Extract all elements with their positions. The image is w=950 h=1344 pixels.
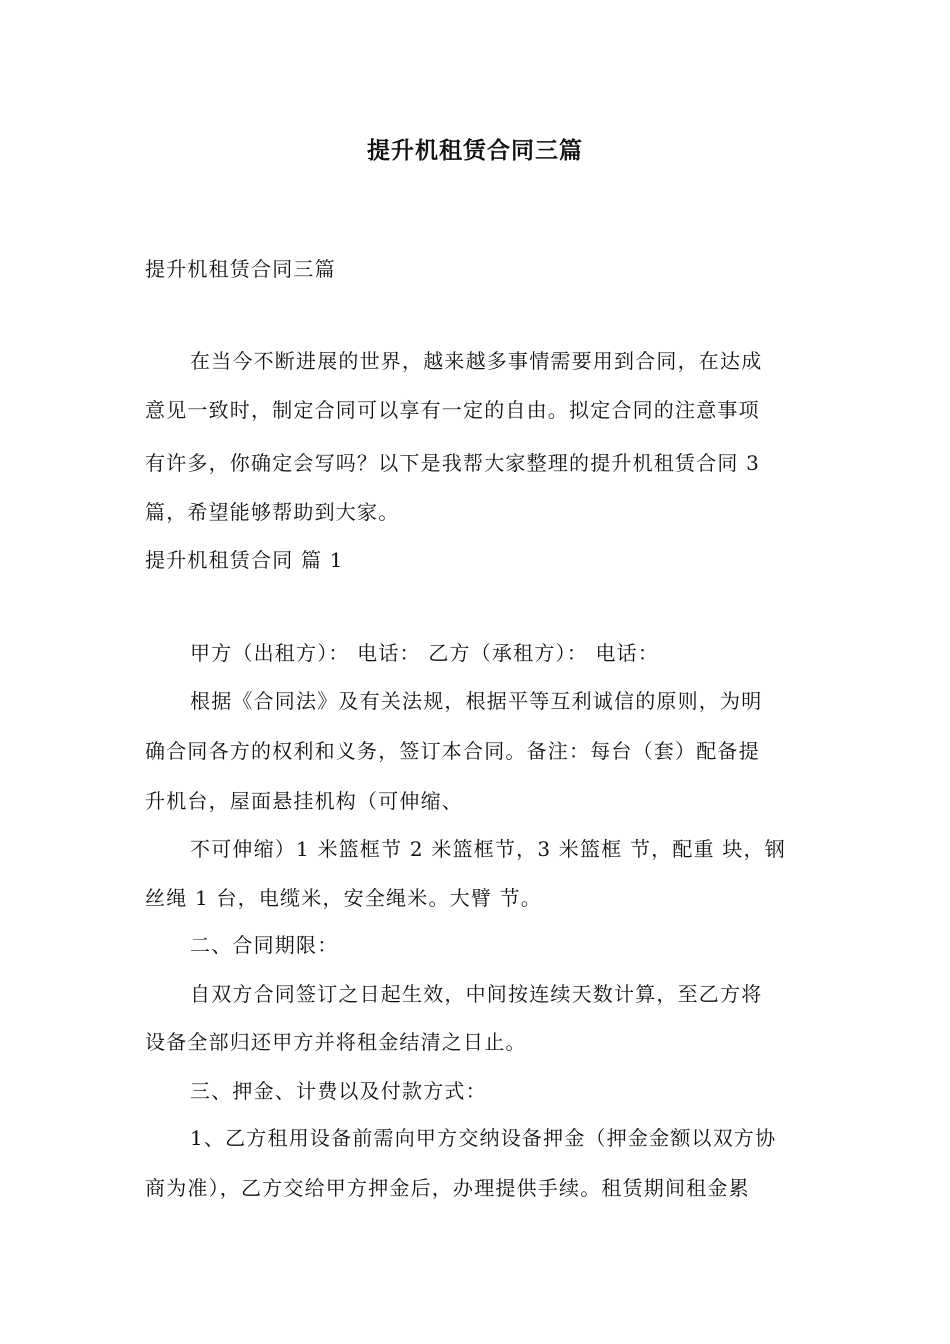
basis-line: 确合同各方的权利和义务，签订本合同。备注：每台（套）配备提 [145,739,760,763]
intro-line: 有许多，你确定会写吗？以下是我帮大家整理的提升机租赁合同 3 [145,451,761,475]
section-heading: 提升机租赁合同 篇 1 [145,548,344,572]
term-line: 设备全部归还甲方并将租金结清之日止。 [145,1030,527,1054]
basis-line: 根据《合同法》及有关法规，根据平等互利诚信的原则，为明 [190,689,763,713]
payment-line: 1、乙方租用设备前需向甲方交纳设备押金（押金金额以双方协 [190,1126,777,1150]
payment-heading: 三、押金、计费以及付款方式： [190,1079,487,1103]
equipment-line: 不可伸缩）1 米篮框节 2 米篮框节，3 米篮框 节，配重 块，钢 [190,837,786,861]
term-line: 自双方合同签订之日起生效，中间按连续天数计算，至乙方将 [190,982,763,1006]
payment-line: 商为准），乙方交给甲方押金后，办理提供手续。租赁期间租金累 [145,1176,750,1200]
document-title: 提升机租赁合同三篇 [367,138,583,164]
basis-line: 升机台，屋面悬挂机构（可伸缩、 [145,789,463,813]
intro-line: 意见一致时，制定合同可以享有一定的自由。拟定合同的注意事项 [145,398,760,422]
document-subtitle: 提升机租赁合同三篇 [145,257,336,281]
intro-line: 在当今不断进展的世界，越来越多事情需要用到合同，在达成 [190,349,763,373]
equipment-line: 丝绳 1 台，电缆米，安全绳米。大臂 节。 [145,886,542,910]
term-heading: 二、合同期限： [190,933,339,957]
party-line: 甲方（出租方）： 电话： 乙方（承租方）： 电话： [190,641,660,665]
intro-line: 篇，希望能够帮助到大家。 [145,500,400,524]
